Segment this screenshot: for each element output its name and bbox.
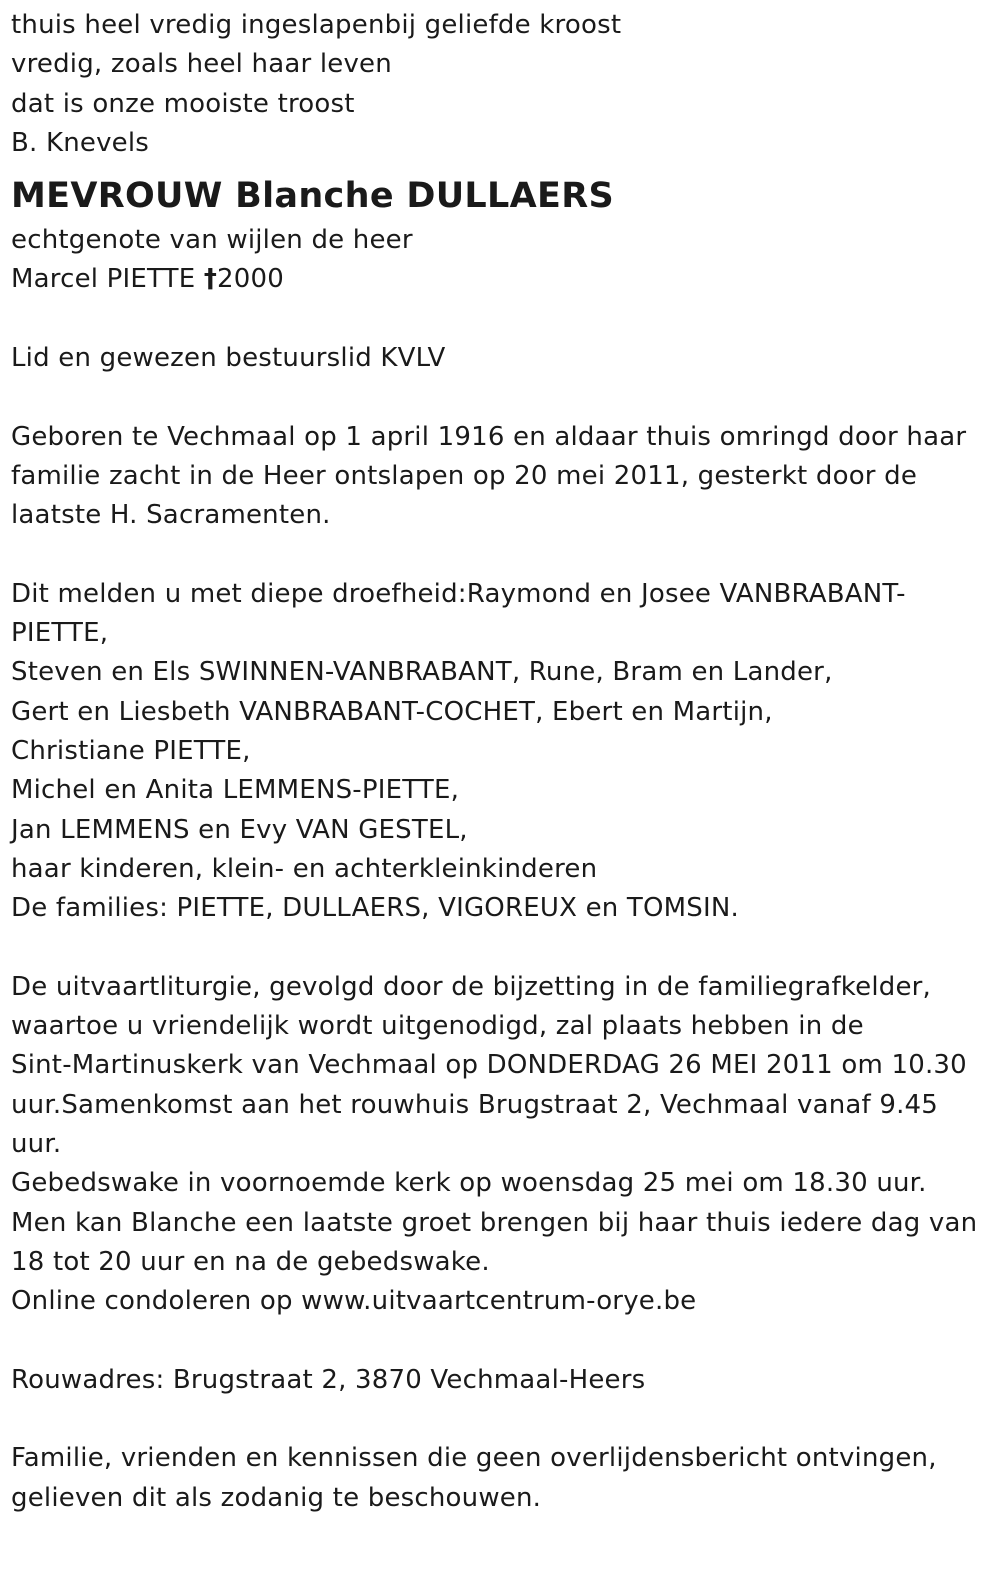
paragraph-line: uur. bbox=[11, 1129, 62, 1160]
spacer bbox=[11, 378, 989, 417]
paragraph-line: PIETTE, bbox=[11, 618, 109, 649]
condolence-link-line: Online condoleren op www.uitvaartcentrum-orye.be bbox=[11, 1286, 697, 1317]
spacer bbox=[11, 1322, 989, 1361]
spouse-death-year: 2000 bbox=[217, 264, 285, 295]
paragraph-line: Christiane PIETTE, bbox=[11, 736, 251, 767]
paragraph-line: Gert en Liesbeth VANBRABANT-COCHET, Ebert en Martijn, bbox=[11, 696, 773, 727]
paragraph-line: waartoe u vriendelijk wordt uitgenodigd, zal plaats hebben in de bbox=[11, 1011, 864, 1042]
paragraph-line: Geboren te Vechmaal op 1 april 1916 en aldaar thuis omringd door haar bbox=[11, 421, 967, 452]
closing-paragraph bbox=[11, 1439, 989, 1518]
funeral-paragraph bbox=[11, 968, 989, 1322]
paragraph-line: Familie, vrienden en kennissen die geen overlijdensbericht ontvingen, bbox=[11, 1443, 937, 1474]
paragraph-line: Men kan Blanche een laatste groet brengen bij haar thuis iedere dag van bbox=[11, 1207, 978, 1238]
spouse-name: Marcel PIETTE bbox=[11, 264, 204, 295]
paragraph-line: De uitvaartliturgie, gevolgd door de bijzetting in de familiegrafkelder, bbox=[11, 971, 931, 1002]
spouse-name-line bbox=[11, 260, 989, 299]
paragraph-line: familie zacht in de Heer ontslapen op 20 mei 2011, gesterkt door de bbox=[11, 460, 918, 491]
poem-line: thuis heel vredig ingeslapenbij geliefde kroost bbox=[11, 10, 622, 40]
paragraph-line: gelieven dit als zodanig te beschouwen. bbox=[11, 1482, 542, 1513]
paragraph-line: Steven en Els SWINNEN-VANBRABANT, Rune, Bram en Lander, bbox=[11, 657, 833, 688]
paragraph-line: Jan LEMMENS en Evy VAN GESTEL, bbox=[11, 814, 468, 845]
cross-icon: † bbox=[203, 264, 218, 295]
paragraph-line: Sint-Martinuskerk van Vechmaal op DONDERDAG 26 MEI 2011 om 10.30 bbox=[11, 1050, 967, 1081]
paragraph-line: 18 tot 20 uur en na de gebedswake. bbox=[11, 1246, 490, 1277]
spacer bbox=[11, 536, 989, 575]
spacer bbox=[11, 300, 989, 339]
paragraph-line: De families: PIETTE, DULLAERS, VIGOREUX en TOMSIN. bbox=[11, 893, 739, 924]
paragraph-line: haar kinderen, klein- en achterkleinkinderen bbox=[11, 853, 598, 884]
poem bbox=[11, 6, 989, 163]
deceased-title: MEVROUW Blanche DULLAERS bbox=[11, 176, 614, 217]
paragraph-line: laatste H. Sacramenten. bbox=[11, 500, 331, 531]
announcers-paragraph bbox=[11, 575, 989, 929]
paragraph-line: Gebedswake in voornoemde kerk op woensdag 25 mei om 18.30 uur. bbox=[11, 1168, 927, 1199]
paragraph-line: Michel en Anita LEMMENS-PIETTE, bbox=[11, 775, 460, 806]
mourning-address: Rouwadres: Brugstraat 2, 3870 Vechmaal-Heers bbox=[11, 1364, 646, 1395]
birth-death-paragraph bbox=[11, 418, 989, 536]
paragraph-line: Dit melden u met diepe droefheid:Raymond en Josee VANBRABANT- bbox=[11, 578, 906, 609]
spouse-intro: echtgenote van wijlen de heer bbox=[11, 225, 413, 256]
spacer bbox=[11, 929, 989, 968]
paragraph-line: uur.Samenkomst aan het rouwhuis Brugstraat 2, Vechmaal vanaf 9.45 bbox=[11, 1089, 939, 1120]
membership: Lid en gewezen bestuurslid KVLV bbox=[11, 343, 446, 374]
spacer bbox=[11, 1400, 989, 1439]
spouse-info bbox=[11, 221, 989, 300]
poem-line: dat is onze mooiste troost bbox=[11, 88, 355, 119]
poem-line: vredig, zoals heel haar leven bbox=[11, 49, 392, 80]
poem-author: B. Knevels bbox=[11, 127, 150, 158]
